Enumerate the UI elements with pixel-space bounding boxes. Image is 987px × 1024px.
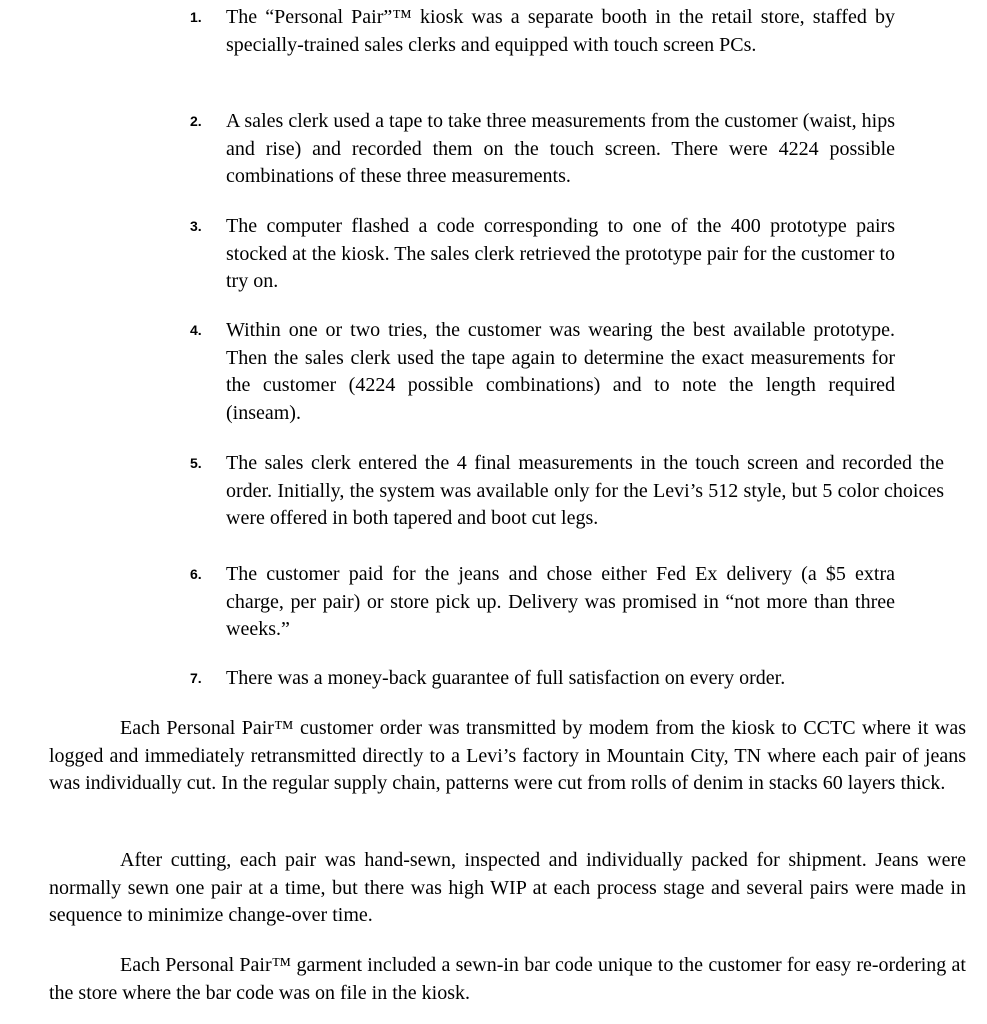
list-number: 1. (190, 9, 202, 25)
list-text: The customer paid for the jeans and chose either Fed Ex delivery (a $5 extra charge, per pair) or store pick up. Delivery was promised in “not more than three weeks.” (226, 563, 895, 640)
list-text: A sales clerk used a tape to take three measurements from the customer (waist, hips and rise) and recorded them on the touch screen. There were 4224 possible combinations of these three measurements. (226, 110, 895, 187)
body-paragraph: After cutting, each pair was hand-sewn, inspected and individually packed for shipment. Jeans were normally sewn one pair at a time, but there was high WIP at each process stage and several pairs were made in sequence to minimize change-over time. (49, 849, 966, 926)
list-text: The computer flashed a code corresponding to one of the 400 prototype pairs stocked at the kiosk. The sales clerk retrieved the prototype pair for the customer to try on. (226, 215, 895, 292)
list-number: 4. (190, 322, 202, 338)
list-number: 7. (190, 670, 202, 686)
body-paragraph: Each Personal Pair™ garment included a sewn-in bar code unique to the customer for easy re-ordering at the store where the bar code was on file in the kiosk. (49, 954, 966, 1004)
list-text: The sales clerk entered the 4 final measurements in the touch screen and recorded the order. Initially, the system was available only for the Levi’s 512 style, but 5 color choices were offered in both tapered and boot cut legs. (226, 452, 944, 529)
list-number: 5. (190, 455, 202, 471)
list-text: There was a money-back guarantee of full satisfaction on every order. (226, 667, 786, 689)
list-text: Within one or two tries, the customer was wearing the best available prototype. Then the sales clerk used the tape again to determine the exact measurements for the customer (4224 possible combinations) and to note the length required (inseam). (226, 319, 895, 424)
list-number: 3. (190, 218, 202, 234)
list-number: 6. (190, 566, 202, 582)
list-number: 2. (190, 113, 202, 129)
list-text: The “Personal Pair”™ kiosk was a separate booth in the retail store, staffed by specially-trained sales clerks and equipped with touch screen PCs. (226, 6, 895, 56)
body-paragraph: Each Personal Pair™ customer order was transmitted by modem from the kiosk to CCTC where it was logged and immediately retransmitted directly to a Levi’s factory in Mountain City, TN where each pair of jeans was individually cut. In the regular supply chain, patterns were cut from rolls of denim in stacks 60 layers thick. (49, 717, 966, 794)
